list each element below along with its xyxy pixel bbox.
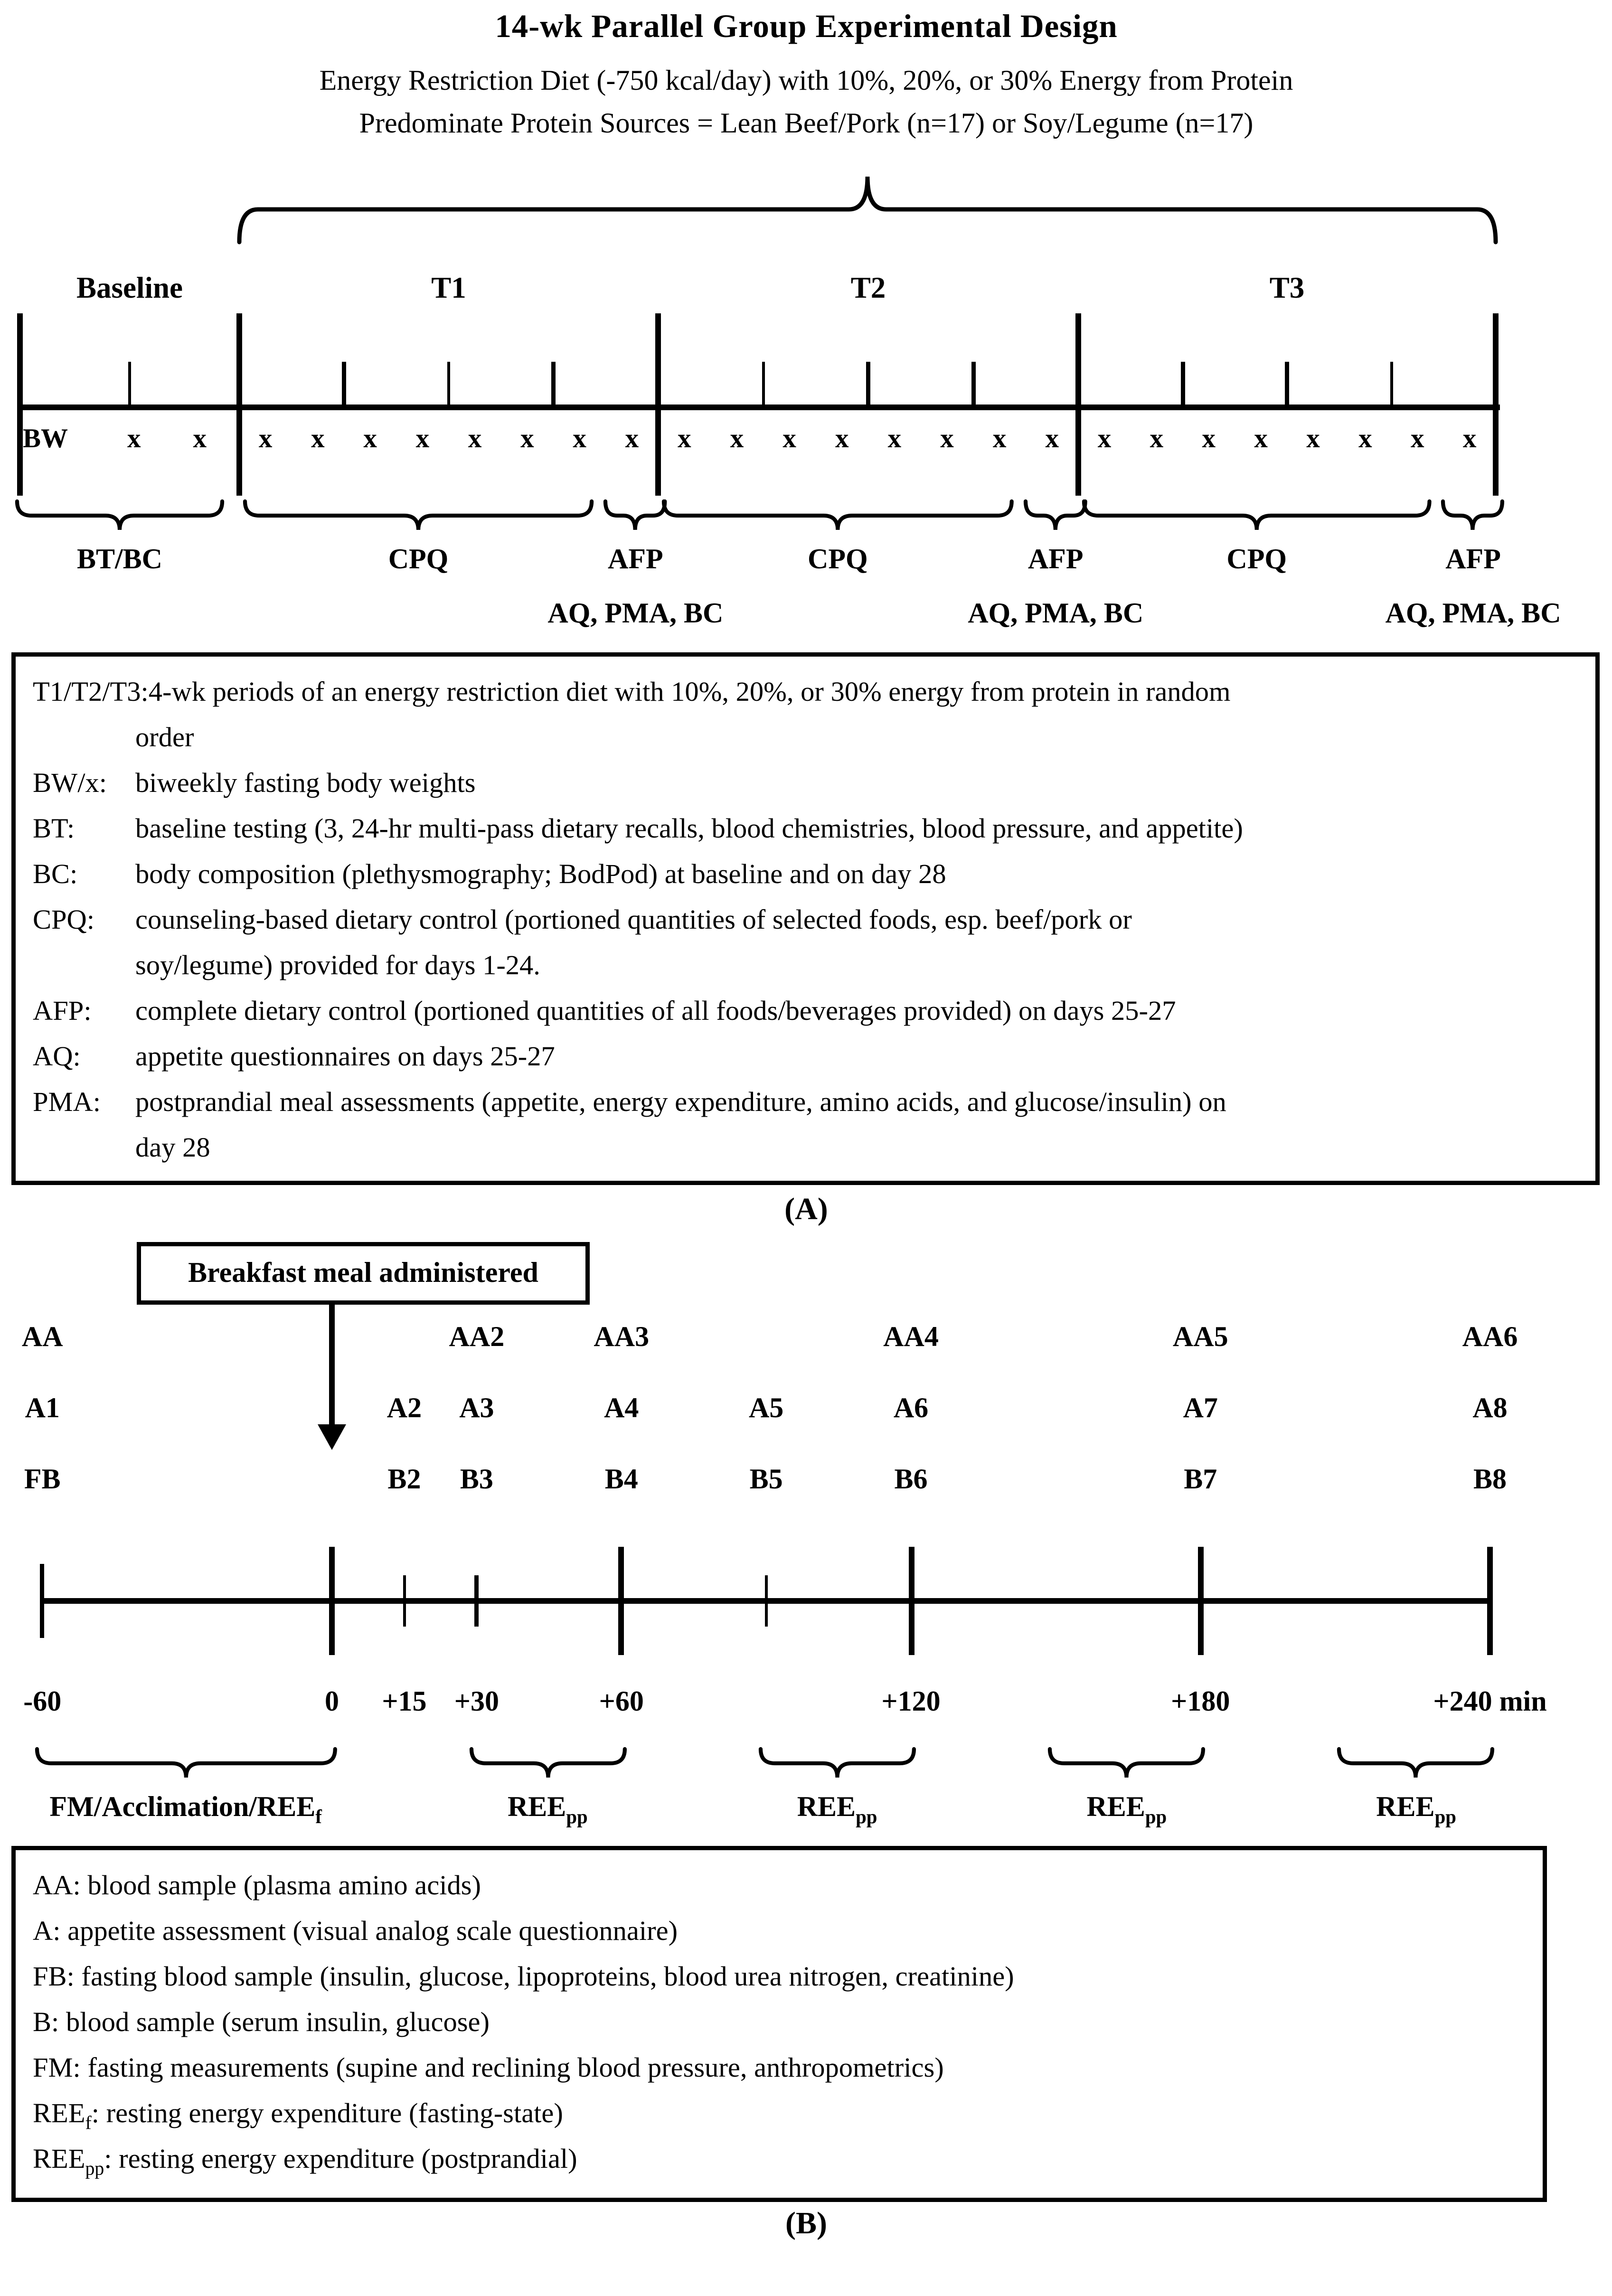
sample-label-a3: A3 (459, 1393, 494, 1424)
bw-x-mark: x (1358, 424, 1372, 454)
phase-label-cpq-t1: CPQ (388, 544, 449, 575)
legend-text: postprandial meal assessments (appetite, energy expenditure, amino acids, and glucose/insulin) on (135, 1088, 1226, 1118)
panel-b-label: (B) (785, 2205, 827, 2240)
sample-label-b6: B6 (894, 1464, 928, 1496)
sample-label-aa4: AA4 (883, 1322, 939, 1353)
sample-label-aa6: AA6 (1462, 1322, 1518, 1353)
legend-term: AA: (33, 1872, 81, 1901)
legend-text-continued: soy/legume) provided for days 1-24. (135, 951, 540, 981)
time-label--60: -60 (23, 1686, 62, 1718)
subscript: pp (566, 1806, 588, 1827)
legend-entry: FM: fasting measurements (supine and reclining blood pressure, anthropometrics) (33, 2054, 944, 2084)
sample-label-b5: B5 (749, 1464, 783, 1496)
time-tick-240 (1487, 1547, 1493, 1655)
time-tick-120 (908, 1547, 914, 1655)
bw-x-mark: x (782, 424, 796, 454)
bw-x-mark: x (835, 424, 849, 454)
legend-term: AFP: (33, 997, 92, 1027)
ree-pp-underbrace-4 (1339, 1749, 1493, 1778)
sample-label-a7: A7 (1183, 1393, 1218, 1424)
bw-x-mark: x (193, 424, 207, 454)
time-tick-15 (403, 1575, 406, 1627)
section-label-baseline: Baseline (76, 271, 183, 305)
panel-a-label: (A) (784, 1191, 828, 1226)
bw-x-mark: x (1462, 424, 1477, 454)
section-label-t1: T1 (431, 271, 466, 305)
bw-x-mark: x (1410, 424, 1424, 454)
ree-pp-underbrace-3 (1050, 1749, 1203, 1778)
ree-pp-underbrace-2 (761, 1749, 914, 1778)
sample-label-fb: FB (24, 1464, 61, 1496)
legend-entry: A: appetite assessment (visual analog scale questionnaire) (33, 1917, 678, 1947)
legend-text: baseline testing (3, 24-hr multi-pass dietary recalls, blood chemistries, blood pressure, and appetite) (135, 815, 1243, 845)
ree-pp-underbrace-1 (471, 1749, 624, 1778)
time-label-120: +120 (881, 1686, 941, 1718)
bw-x-mark: x (1202, 424, 1216, 454)
legend-entry: $REE_{pp}$: resting energy expenditure (postprandial) (33, 2145, 577, 2179)
legend-text: complete dietary control (portioned quantities of all foods/beverages provided) on days 25-27 (135, 997, 1176, 1027)
bw-x-mark: x (468, 424, 482, 454)
phase-label-afp-t1: AFP (608, 544, 663, 575)
time-tick--60 (40, 1564, 45, 1638)
section-label-t3: T3 (1269, 271, 1305, 305)
phase-sublabel-t1: AQ, PMA, BC (547, 598, 724, 630)
ree-pp-label: $REE_{pp}$ (797, 1792, 877, 1827)
bw-x-mark: x (992, 424, 1007, 454)
legend-term: REE (33, 2099, 85, 2129)
legend-term: BT: (33, 815, 75, 845)
bw-x-mark: x (573, 424, 586, 454)
sample-label-b7: B7 (1184, 1464, 1217, 1496)
phase-label-cpq-t2: CPQ (808, 544, 868, 575)
sample-label-b2: B2 (387, 1464, 421, 1496)
legend-term: REE (33, 2145, 85, 2175)
phase-label-afp-t3: AFP (1445, 544, 1501, 575)
bw-x-mark: x (258, 424, 273, 454)
time-tick-60 (619, 1547, 624, 1655)
legend-term: BW/x: (33, 769, 107, 799)
bw-x-mark: x (363, 424, 377, 454)
time-tick-90 (764, 1575, 768, 1627)
legend-text-continued: day 28 (135, 1134, 210, 1164)
subscript: pp (85, 2157, 104, 2179)
bw-x-mark: x (1045, 424, 1059, 454)
time-label-0: 0 (325, 1686, 339, 1718)
sample-label-a8: A8 (1472, 1393, 1508, 1424)
breakfast-box-label: Breakfast meal administered (188, 1257, 538, 1289)
ree-pp-label: $REE_{pp}$ (507, 1792, 588, 1827)
legend-term: FB: (33, 1963, 75, 1993)
time-tick-0 (329, 1547, 335, 1655)
fm-acclimation-ree-label: $FM/Acclimation/REE_f$ (49, 1792, 322, 1827)
legend-term: PMA: (33, 1088, 101, 1118)
legend-term: FM: (33, 2054, 81, 2084)
bw-x-mark: x (730, 424, 744, 454)
ree-pp-underbrace-2-path (761, 1749, 914, 1778)
bw-x-mark: x (887, 424, 902, 454)
sample-label-a4: A4 (604, 1393, 639, 1424)
fm-underbrace-path (37, 1749, 335, 1778)
sample-label-aa: AA (21, 1322, 63, 1353)
subscript: f (85, 2112, 92, 2134)
sample-label-a6: A6 (893, 1393, 929, 1424)
bw-label: BW (23, 424, 68, 454)
time-label-240: +240 min (1433, 1686, 1547, 1718)
ree-pp-label: $REE_{pp}$ (1086, 1792, 1167, 1827)
subtitle-line-2: Predominate Protein Sources = Lean Beef/Pork (n=17) or Soy/Legume (n=17) (359, 108, 1254, 140)
bw-x-mark: x (1097, 424, 1112, 454)
bw-x-mark: x (1254, 424, 1268, 454)
time-label-180: +180 (1171, 1686, 1230, 1718)
bw-x-mark: x (940, 424, 954, 454)
subscript: pp (1145, 1806, 1167, 1827)
sample-label-b8: B8 (1473, 1464, 1507, 1496)
sample-label-b3: B3 (460, 1464, 493, 1496)
legend-entry: FB: fasting blood sample (insulin, glucose, lipoproteins, blood urea nitrogen, creatinine) (33, 1963, 1014, 1993)
legend-entry: $REE_f$: resting energy expenditure (fasting-state) (33, 2099, 563, 2134)
bw-x-mark: x (625, 424, 639, 454)
bw-x-mark: x (311, 424, 325, 454)
legend-text: counseling-based dietary control (portioned quantities of selected foods, esp. beef/pork or (135, 906, 1132, 936)
ree-pp-label: $REE_{pp}$ (1376, 1792, 1456, 1827)
subtitle-line-1: Energy Restriction Diet (-750 kcal/day) with 10%, 20%, or 30% Energy from Protein (319, 66, 1293, 97)
phase-label-cpq-t3: CPQ (1226, 544, 1287, 575)
legend-term: CPQ: (33, 906, 95, 936)
legend-text: appetite questionnaires on days 25-27 (135, 1043, 555, 1073)
phase-sublabel-t3: AQ, PMA, BC (1385, 598, 1561, 630)
sample-label-a2: A2 (387, 1393, 422, 1424)
phase-sublabel-t2: AQ, PMA, BC (968, 598, 1144, 630)
ree-pp-underbrace-4-path (1339, 1749, 1493, 1778)
legend-text-continued: order (135, 724, 194, 753)
sample-label-aa5: AA5 (1172, 1322, 1228, 1353)
subscript: f (315, 1806, 322, 1827)
time-tick-180 (1197, 1547, 1203, 1655)
legend-entry: B: blood sample (serum insulin, glucose) (33, 2008, 490, 2038)
bw-x-mark: x (1150, 424, 1164, 454)
sample-label-b4: B4 (604, 1464, 638, 1496)
ree-pp-underbrace-3-path (1050, 1749, 1203, 1778)
bw-x-mark: x (678, 424, 691, 454)
legend-term: A: (33, 1917, 61, 1947)
subscript: pp (856, 1806, 877, 1827)
legend-text: biweekly fasting body weights (135, 769, 476, 799)
bw-x-mark: x (1306, 424, 1320, 454)
ree-pp-underbrace-1-path (471, 1749, 624, 1778)
legend-term: AQ: (33, 1043, 81, 1073)
section-label-t2: T2 (850, 271, 886, 305)
subscript: pp (1434, 1806, 1456, 1827)
legend-term: B: (33, 2008, 59, 2038)
legend-text: body composition (plethysmography; BodPod) at baseline and on day 28 (135, 860, 946, 890)
bw-x-mark: x (127, 424, 141, 454)
sample-label-a5: A5 (748, 1393, 784, 1424)
phase-label-bt-bc: BT/BC (76, 544, 163, 575)
legend-text: 4-wk periods of an energy restriction diet with 10%, 20%, or 30% energy from protein in random (148, 678, 1231, 708)
fm-underbrace (37, 1749, 335, 1778)
figure-title: 14-wk Parallel Group Experimental Design (495, 9, 1118, 44)
time-label-30: +30 (454, 1686, 499, 1718)
bw-x-mark: x (415, 424, 430, 454)
sample-label-aa3: AA3 (594, 1322, 650, 1353)
legend-entry: AA: blood sample (plasma amino acids) (33, 1872, 481, 1901)
legend-term: T1/T2/T3: (33, 678, 149, 708)
time-tick-30 (475, 1575, 479, 1627)
phase-label-afp-t2: AFP (1028, 544, 1084, 575)
time-label-60: +60 (599, 1686, 644, 1718)
sample-label-a1: A1 (25, 1393, 60, 1424)
sample-label-aa2: AA2 (449, 1322, 505, 1353)
legend-term: BC: (33, 860, 78, 890)
panel-b-legend-box (11, 1846, 1547, 2202)
bw-x-mark: x (520, 424, 534, 454)
time-label-15: +15 (382, 1686, 427, 1718)
